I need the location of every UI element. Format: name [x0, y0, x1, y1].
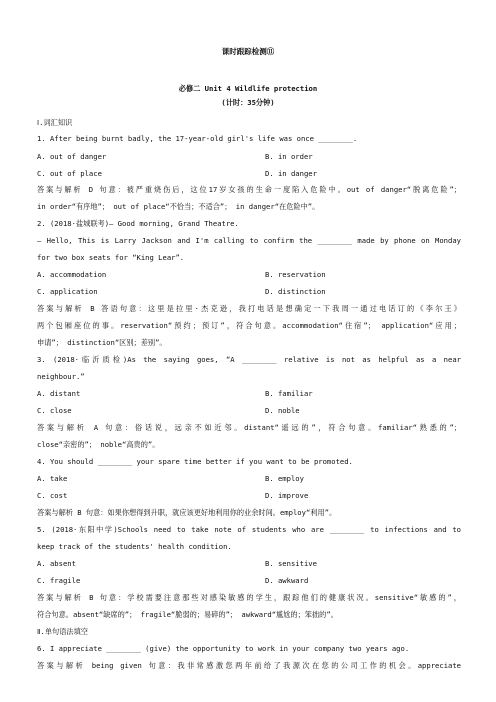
option-b: B. reservation [265, 270, 326, 279]
question-2-stem: 2. (2018·盐城联考)— Good morning, Grand Theatre. [37, 219, 239, 228]
answer-3-line-1: 答案与解析 A 句意：俗话说，远亲不如近邻。distant“遥远的”，符合句意。familiar“熟悉的”； [37, 423, 461, 432]
option-d: D. improve [265, 491, 309, 500]
option-b: B. familiar [265, 389, 313, 398]
time-limit: (计时：35分钟) [221, 98, 275, 107]
answer-1-line-2: in order“有序地”； out of place“不恰当；不适合”； in danger“在危险中”。 [37, 202, 320, 211]
answer-5-line-2: 符合句意。absent“缺席的”； fragile“脆弱的；易碎的”； awkward“尴尬的；笨拙的”。 [37, 610, 338, 619]
answer-4-line-1: 答案与解析 B 句意：如果你想得到升职，就应该更好地利用你的业余时间。employ“利用”。 [37, 508, 337, 517]
question-2-line-2: — Hello, This is Larry Jackson and I'm calling to confirm the ________ made by phone on Monday [37, 236, 461, 245]
question-4-options-row-1 [37, 473, 304, 484]
section-heading-vocabulary: Ⅰ.词汇知识 [37, 118, 73, 127]
question-5-stem: 5. (2018·东阳中学)Schools need to take note of students who are ________ to infections and to [37, 525, 461, 534]
option-c: C. fragile [37, 576, 81, 585]
question-2-line-3: for two box seats for “King Lear”. [37, 253, 185, 262]
unit-subtitle: 必修二 Unit 4 Wildlife protection [178, 84, 318, 93]
option-d: D. distinction [265, 287, 326, 296]
option-c: C. application [37, 287, 98, 296]
option-a: A. absent [37, 559, 76, 568]
option-a: A. take [37, 474, 68, 483]
option-c: C. out of place [37, 169, 102, 178]
section-heading-grammar-fill: Ⅱ.单句语法填空 [37, 627, 88, 636]
question-5-options-row-2 [37, 575, 309, 586]
option-b: B. sensitive [265, 559, 317, 568]
question-4-options-row-2 [37, 490, 309, 501]
question-3-options-row-1 [37, 388, 313, 399]
option-a: A. distant [37, 389, 81, 398]
page-title: 课时跟踪检测⑪ [221, 47, 275, 56]
question-3-line-2: neighbour.” [37, 372, 85, 381]
option-d: D. noble [265, 406, 300, 415]
answer-2-line-2: 两个包厢座位的事。reservation“预约；预订”，符合句意。accommodation“住宿”； application“应用； [37, 321, 461, 330]
question-5-options-row-1 [37, 558, 317, 569]
question-2-options-row-1 [37, 269, 326, 280]
option-a: A. out of danger [37, 152, 107, 161]
option-c: C. close [37, 406, 72, 415]
answer-2-line-1: 答案与解析 B 答语句意：这里是拉里·杰克逊，我打电话是想确定一下我周一通过电话订的《李尔王》 [37, 304, 461, 313]
answer-2-line-3: 申请”； distinction“区别；差别”。 [37, 338, 167, 347]
option-d: D. in danger [265, 169, 317, 178]
question-1-options-row-1 [37, 151, 313, 162]
question-5-line-2: keep track of the students' health condition. [37, 542, 232, 551]
question-1-stem: 1. After being burnt badly, the 17-year-old girl's life was once ________. [37, 134, 358, 143]
answer-3-line-2: close“亲密的”； noble“高贵的”。 [37, 440, 160, 449]
question-3-options-row-2 [37, 405, 300, 416]
option-a: A. accommodation [37, 270, 107, 279]
question-1-options-row-2 [37, 168, 317, 179]
answer-1-line-1: 答案与解析 D 句意：被严重烧伤后，这位17岁女孩的生命一度陷入危险中。out of danger“脱离危险”； [37, 185, 461, 194]
option-b: B. employ [265, 474, 304, 483]
question-6-stem: 6. I appreciate ________ (give) the opportunity to work in your company two years ago. [37, 644, 410, 653]
answer-5-line-1: 答案与解析 B 句意：学校需要注意那些对感染敏感的学生，跟踪他们的健康状况。sensitive“敏感的”， [37, 593, 461, 602]
option-c: C. cost [37, 491, 68, 500]
question-3-stem: 3. (2018·临沂质检)As the saying goes, “A ________ relative is not as helpful as a near [37, 355, 461, 364]
answer-6-line-1: 答案与解析 being given 句意：我非常感激您两年前给了我源次在您的公司工作的机会。appreciate [37, 661, 461, 670]
option-d: D. awkward [265, 576, 309, 585]
option-b: B. in order [265, 152, 313, 161]
question-2-options-row-2 [37, 286, 326, 297]
question-4-stem: 4. You should ________ your spare time better if you want to be promoted. [37, 457, 353, 466]
